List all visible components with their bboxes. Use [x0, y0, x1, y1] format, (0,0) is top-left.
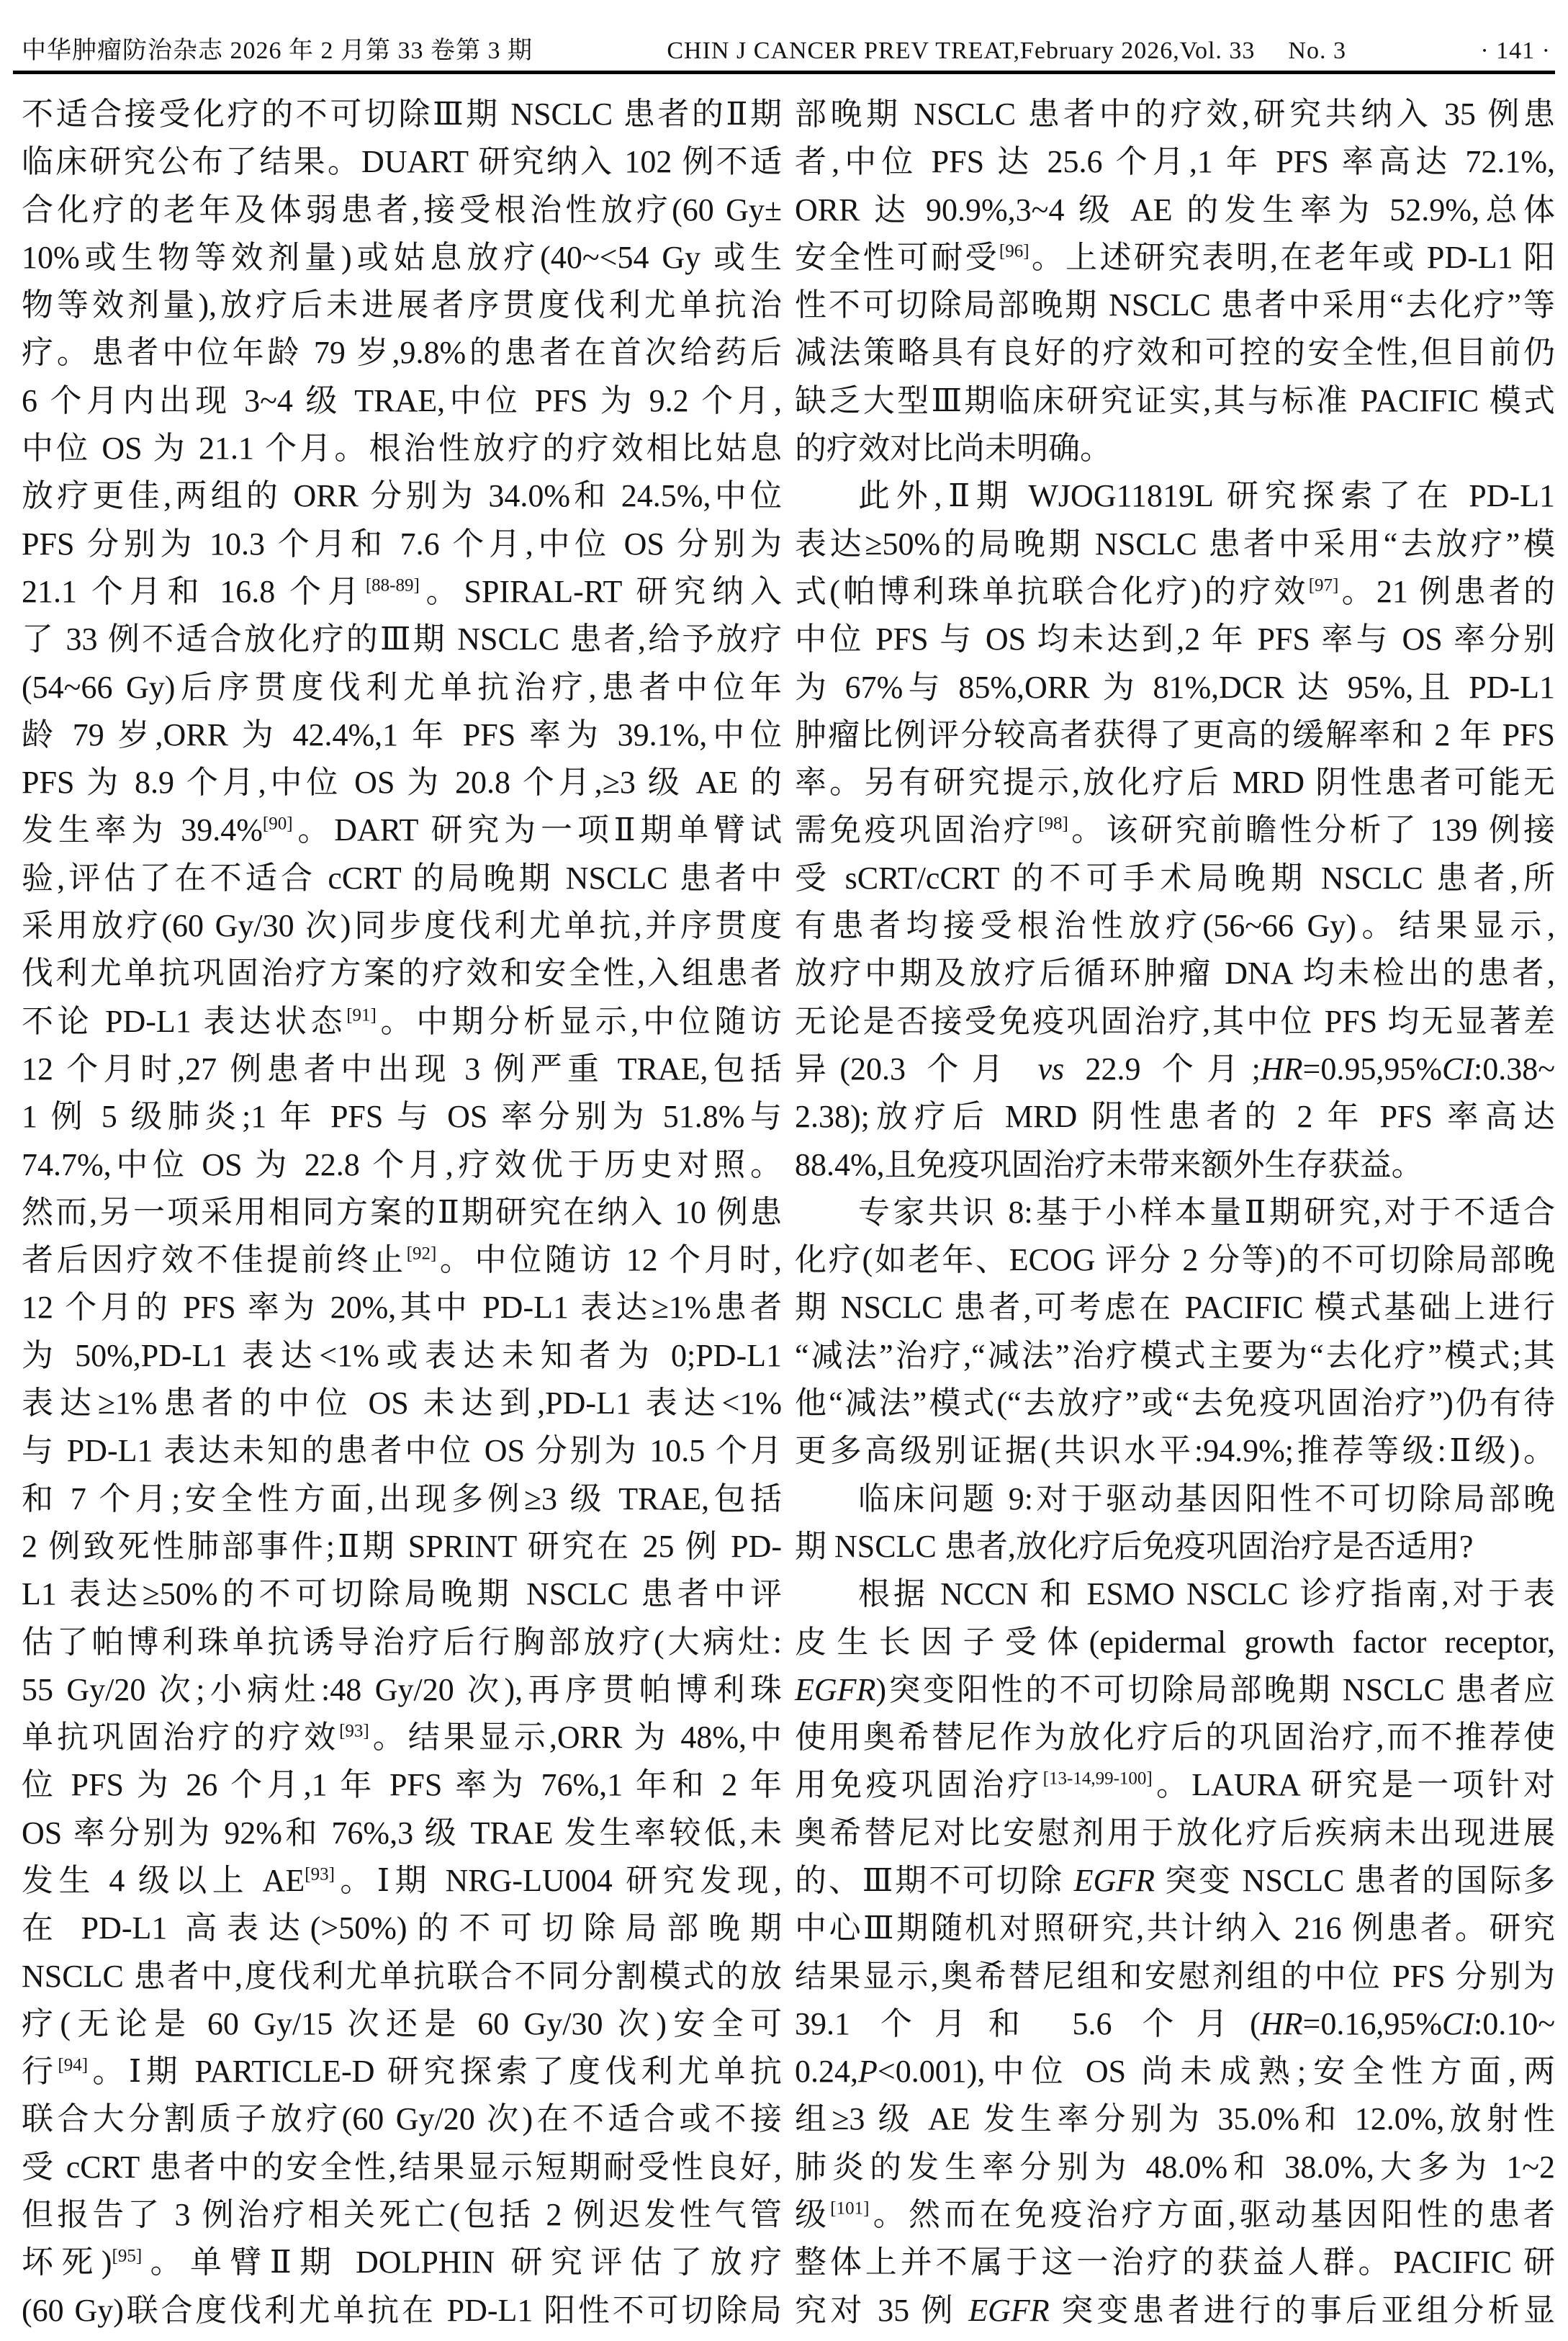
- text-line: EGFR)突变阳性的不可切除局部晚期 NSCLC 患者应: [795, 1671, 1555, 1707]
- text-line: 0.24,P<0.001),中位 OS 尚未成熟;安全性方面,两: [795, 2054, 1555, 2090]
- page-number: · 141 ·: [1480, 37, 1551, 64]
- text-line: 异(20.3 个月 vs 22.9 个月;HR=0.95,95%CI:0.38~: [795, 1051, 1555, 1087]
- text-line: 整体上并不属于这一治疗的获益人群。PACIFIC 研: [795, 2245, 1555, 2281]
- text-line: 验,评估了在不适合 cCRT 的局晚期 NSCLC 患者中: [22, 860, 782, 896]
- text-line: 专家共识 8:基于小样本量Ⅱ期研究,对于不适合: [858, 1194, 1555, 1230]
- text-line: 与 PD-L1 表达未知的患者中位 OS 分别为 10.5 个月: [22, 1433, 782, 1469]
- text-line: 受 cCRT 患者中的安全性,结果显示短期耐受性良好,: [22, 2149, 782, 2185]
- text-line: ORR 达 90.9%,3~4 级 AE 的发生率为 52.9%,总体: [795, 192, 1555, 228]
- text-line: 安全性可耐受[96]。上述研究表明,在老年或 PD-L1 阳: [795, 239, 1555, 275]
- text-line: 放疗中期及放疗后循环肿瘤 DNA 均未检出的患者,: [795, 956, 1555, 992]
- text-line: 55 Gy/20 次;小病灶:48 Gy/20 次),再序贯帕博利珠: [22, 1671, 782, 1707]
- text-line: 性不可切除局部晚期 NSCLC 患者中采用“去化疗”等: [795, 287, 1555, 323]
- text-line: 的、Ⅲ期不可切除 EGFR 突变 NSCLC 患者的国际多: [795, 1862, 1555, 1898]
- text-line: NSCLC 患者中,度伐利尤单抗联合不同分割模式的放: [22, 1958, 782, 1994]
- text-line: 不论 PD-L1 表达状态[91]。中期分析显示,中位随访: [22, 1003, 782, 1039]
- text-line: 减法策略具有良好的疗效和可控的安全性,但目前仍: [795, 335, 1555, 371]
- text-line: 在 PD-L1 高表达(>50%)的不可切除局部晚期: [22, 1910, 782, 1946]
- text-line: 位 PFS 为 26 个月,1 年 PFS 率为 76%,1 年和 2 年: [22, 1767, 782, 1803]
- journal-title-en-group: [667, 37, 1346, 65]
- text-line: 为 67%与 85%,ORR 为 81%,DCR 达 95%,且 PD-L1: [795, 669, 1555, 705]
- text-line: 12 个月的 PFS 率为 20%,其中 PD-L1 表达≥1%患者: [22, 1290, 782, 1326]
- text-line: 发生率为 39.4%[90]。DART 研究为一项Ⅱ期单臂试: [22, 812, 782, 848]
- text-line: 此外,Ⅱ期 WJOG11819L 研究探索了在 PD-L1: [858, 478, 1555, 514]
- text-line: (54~66 Gy)后序贯度伐利尤单抗治疗,患者中位年: [22, 669, 782, 705]
- text-line: 放疗更佳,两组的 ORR 分别为 34.0%和 24.5%,中位: [22, 478, 782, 514]
- text-line: 行[94]。Ⅰ期 PARTICLE-D 研究探索了度伐利尤单抗: [22, 2054, 783, 2090]
- text-line: 估了帕博利珠单抗诱导治疗后行胸部放疗(大病灶:: [22, 1624, 782, 1660]
- text-line: 单抗巩固治疗的疗效[93]。结果显示,ORR 为 48%,中: [22, 1720, 783, 1756]
- text-line: 疗。患者中位年龄 79 岁,9.8%的患者在首次给药后: [22, 335, 782, 371]
- text-line: 88.4%,且免疫巩固治疗未带来额外生存获益。: [795, 1146, 1423, 1182]
- text-line: 中位 OS 为 21.1 个月。根治性放疗的疗效相比姑息: [22, 431, 782, 467]
- text-line: 然而,另一项采用相同方案的Ⅱ期研究在纳入 10 例患: [22, 1194, 782, 1230]
- text-line: 12 个月时,27 例患者中出现 3 例严重 TRAE,包括: [22, 1051, 782, 1087]
- text-line: 肿瘤比例评分较高者获得了更高的缓解率和 2 年 PFS: [795, 716, 1555, 752]
- text-line: 奥希替尼对比安慰剂用于放化疗后疾病未出现进展: [795, 1815, 1555, 1851]
- header-rule: [13, 71, 1555, 74]
- text-line: 组≥3 级 AE 发生率分别为 35.0%和 12.0%,放射性: [795, 2101, 1555, 2137]
- text-line: 式(帕博利珠单抗联合化疗)的疗效[97]。21 例患者的: [795, 573, 1556, 609]
- text-line: 者后因疗效不佳提前终止[92]。中位随访 12 个月时,: [22, 1242, 782, 1278]
- text-line: 期 NSCLC 患者,可考虑在 PACIFIC 模式基础上进行: [795, 1290, 1555, 1326]
- text-line: PFS 为 8.9 个月,中位 OS 为 20.8 个月,≥3 级 AE 的: [22, 765, 782, 801]
- text-line: 缺乏大型Ⅲ期临床研究证实,其与标准 PACIFIC 模式: [795, 382, 1555, 418]
- text-line: 21.1 个月和 16.8 个月[88-89]。SPIRAL-RT 研究纳入: [22, 573, 782, 609]
- text-line: L1 表达≥50%的不可切除局晚期 NSCLC 患者中评: [22, 1576, 782, 1612]
- text-line: 率。另有研究提示,放化疗后 MRD 阴性患者可能无: [795, 765, 1555, 801]
- text-line: (60 Gy)联合度伐利尤单抗在 PD-L1 阳性不可切除局: [22, 2292, 782, 2328]
- text-line: “减法”治疗,“减法”治疗模式主要为“去化疗”模式;其: [795, 1337, 1555, 1373]
- text-line: 中心Ⅲ期随机对照研究,共计纳入 216 例患者。研究: [795, 1910, 1555, 1946]
- text-line: OS 率分别为 92%和 76%,3 级 TRAE 发生率较低,未: [22, 1815, 782, 1851]
- text-line: 临床问题 9:对于驱动基因阳性不可切除局部晚: [858, 1480, 1555, 1517]
- text-line: 伐利尤单抗巩固治疗方案的疗效和安全性,入组患者: [22, 956, 782, 992]
- text-line: 龄 79 岁,ORR 为 42.4%,1 年 PFS 率为 39.1%,中位: [22, 716, 782, 752]
- text-line: 根据 NCCN 和 ESMO NSCLC 诊疗指南,对于表: [858, 1576, 1555, 1612]
- text-line: 采用放疗(60 Gy/30 次)同步度伐利尤单抗,并序贯度: [22, 908, 782, 944]
- text-line: 合化疗的老年及体弱患者,接受根治性放疗(60 Gy±: [22, 192, 782, 228]
- text-line: 无论是否接受免疫巩固治疗,其中位 PFS 均无显著差: [795, 1003, 1555, 1039]
- text-line: 临床研究公布了结果。DUART 研究纳入 102 例不适: [22, 144, 782, 180]
- journal-title-en: CHIN J CANCER PREV TREAT,February 2026,Vol. 33: [667, 37, 1256, 64]
- text-line: 表达≥50%的局晚期 NSCLC 患者中采用“去放疗”模: [795, 526, 1555, 562]
- issue-number: No. 3: [1288, 37, 1346, 64]
- journal-title-cn: 中华肿瘤防治杂志 2026 年 2 月第 33 卷第 3 期: [22, 37, 533, 64]
- text-line: 用免疫巩固治疗[13-14,99-100]。LAURA 研究是一项针对: [795, 1767, 1556, 1803]
- text-line: 肺炎的发生率分别为 48.0%和 38.0%,大多为 1~2: [795, 2149, 1555, 2185]
- text-line: 更多高级别证据(共识水平:94.9%;推荐等级:Ⅱ级)。: [795, 1433, 1555, 1469]
- text-line: 联合大分割质子放疗(60 Gy/20 次)在不适合或不接: [22, 2101, 782, 2137]
- text-line: 发生 4 级以上 AE[93]。Ⅰ期 NRG-LU004 研究发现,: [22, 1862, 782, 1898]
- text-line: 和 7 个月;安全性方面,出现多例≥3 级 TRAE,包括: [22, 1480, 782, 1517]
- text-line: 但报告了 3 例治疗相关死亡(包括 2 例迟发性气管: [22, 2197, 782, 2233]
- text-line: 级[101]。然而在免疫治疗方面,驱动基因阳性的患者: [795, 2197, 1556, 2233]
- text-line: 2 例致死性肺部事件;Ⅱ期 SPRINT 研究在 25 例 PD-: [22, 1528, 782, 1564]
- text-line: 期 NSCLC 患者,放化疗后免疫巩固治疗是否适用?: [795, 1528, 1474, 1564]
- text-line: 表达≥1%患者的中位 OS 未达到,PD-L1 表达<1%: [22, 1385, 782, 1421]
- text-line: 10%或生物等效剂量)或姑息放疗(40~<54 Gy 或生: [22, 239, 782, 275]
- right-column: [795, 91, 1555, 2335]
- text-line: 者,中位 PFS 达 25.6 个月,1 年 PFS 率高达 72.1%,: [795, 144, 1555, 180]
- text-line: 39.1 个月和 5.6 个月(HR=0.16,95%CI:0.10~: [795, 2005, 1555, 2041]
- text-line: 结果显示,奥希替尼组和安慰剂组的中位 PFS 分别为: [795, 1958, 1555, 1994]
- text-line: 化疗(如老年、ECOG 评分 2 分等)的不可切除局部晚: [795, 1242, 1555, 1278]
- text-line: 物等效剂量),放疗后未进展者序贯度伐利尤单抗治: [22, 287, 782, 323]
- text-line: 了 33 例不适合放化疗的Ⅲ期 NSCLC 患者,给予放疗: [22, 621, 782, 657]
- page-header: [22, 30, 1551, 66]
- text-line: 坏死)[95]。单臂Ⅱ期 DOLPHIN 研究评估了放疗: [22, 2245, 783, 2281]
- left-column: [22, 91, 782, 2335]
- text-line: 有患者均接受根治性放疗(56~66 Gy)。结果显示,: [795, 908, 1555, 944]
- text-line: 究对 35 例 EGFR 突变患者进行的事后亚组分析显: [795, 2292, 1556, 2328]
- text-line: 中位 PFS 与 OS 均未达到,2 年 PFS 率与 OS 率分别: [795, 621, 1555, 657]
- text-line: 2.38);放疗后 MRD 阴性患者的 2 年 PFS 率高达: [795, 1099, 1555, 1135]
- text-line: 6 个月内出现 3~4 级 TRAE,中位 PFS 为 9.2 个月,: [22, 382, 782, 418]
- text-line: 需免疫巩固治疗[98]。该研究前瞻性分析了 139 例接: [795, 812, 1556, 848]
- text-line: 疗(无论是 60 Gy/15 次还是 60 Gy/30 次)安全可: [22, 2005, 782, 2041]
- text-line: 受 sCRT/cCRT 的不可手术局晚期 NSCLC 患者,所: [795, 860, 1555, 896]
- text-line: 使用奥希替尼作为放化疗后的巩固治疗,而不推荐使: [795, 1720, 1555, 1756]
- text-line: PFS 分别为 10.3 个月和 7.6 个月,中位 OS 分别为: [22, 526, 782, 562]
- text-line: 1 例 5 级肺炎;1 年 PFS 与 OS 率分别为 51.8%与: [22, 1099, 782, 1135]
- text-line: 不适合接受化疗的不可切除Ⅲ期 NSCLC 患者的Ⅱ期: [22, 96, 782, 132]
- text-line: 为 50%,PD-L1 表达<1%或表达未知者为 0;PD-L1: [22, 1337, 782, 1373]
- text-line: 部晚期 NSCLC 患者中的疗效,研究共纳入 35 例患: [795, 96, 1555, 132]
- text-line: 他“减法”模式(“去放疗”或“去免疫巩固治疗”)仍有待: [795, 1385, 1555, 1421]
- text-line: 皮生长因子受体(epidermal growth factor receptor,: [795, 1624, 1555, 1660]
- text-line: 的疗效对比尚未明确。: [795, 431, 1112, 467]
- text-line: 74.7%,中位 OS 为 22.8 个月,疗效优于历史对照。: [22, 1146, 782, 1182]
